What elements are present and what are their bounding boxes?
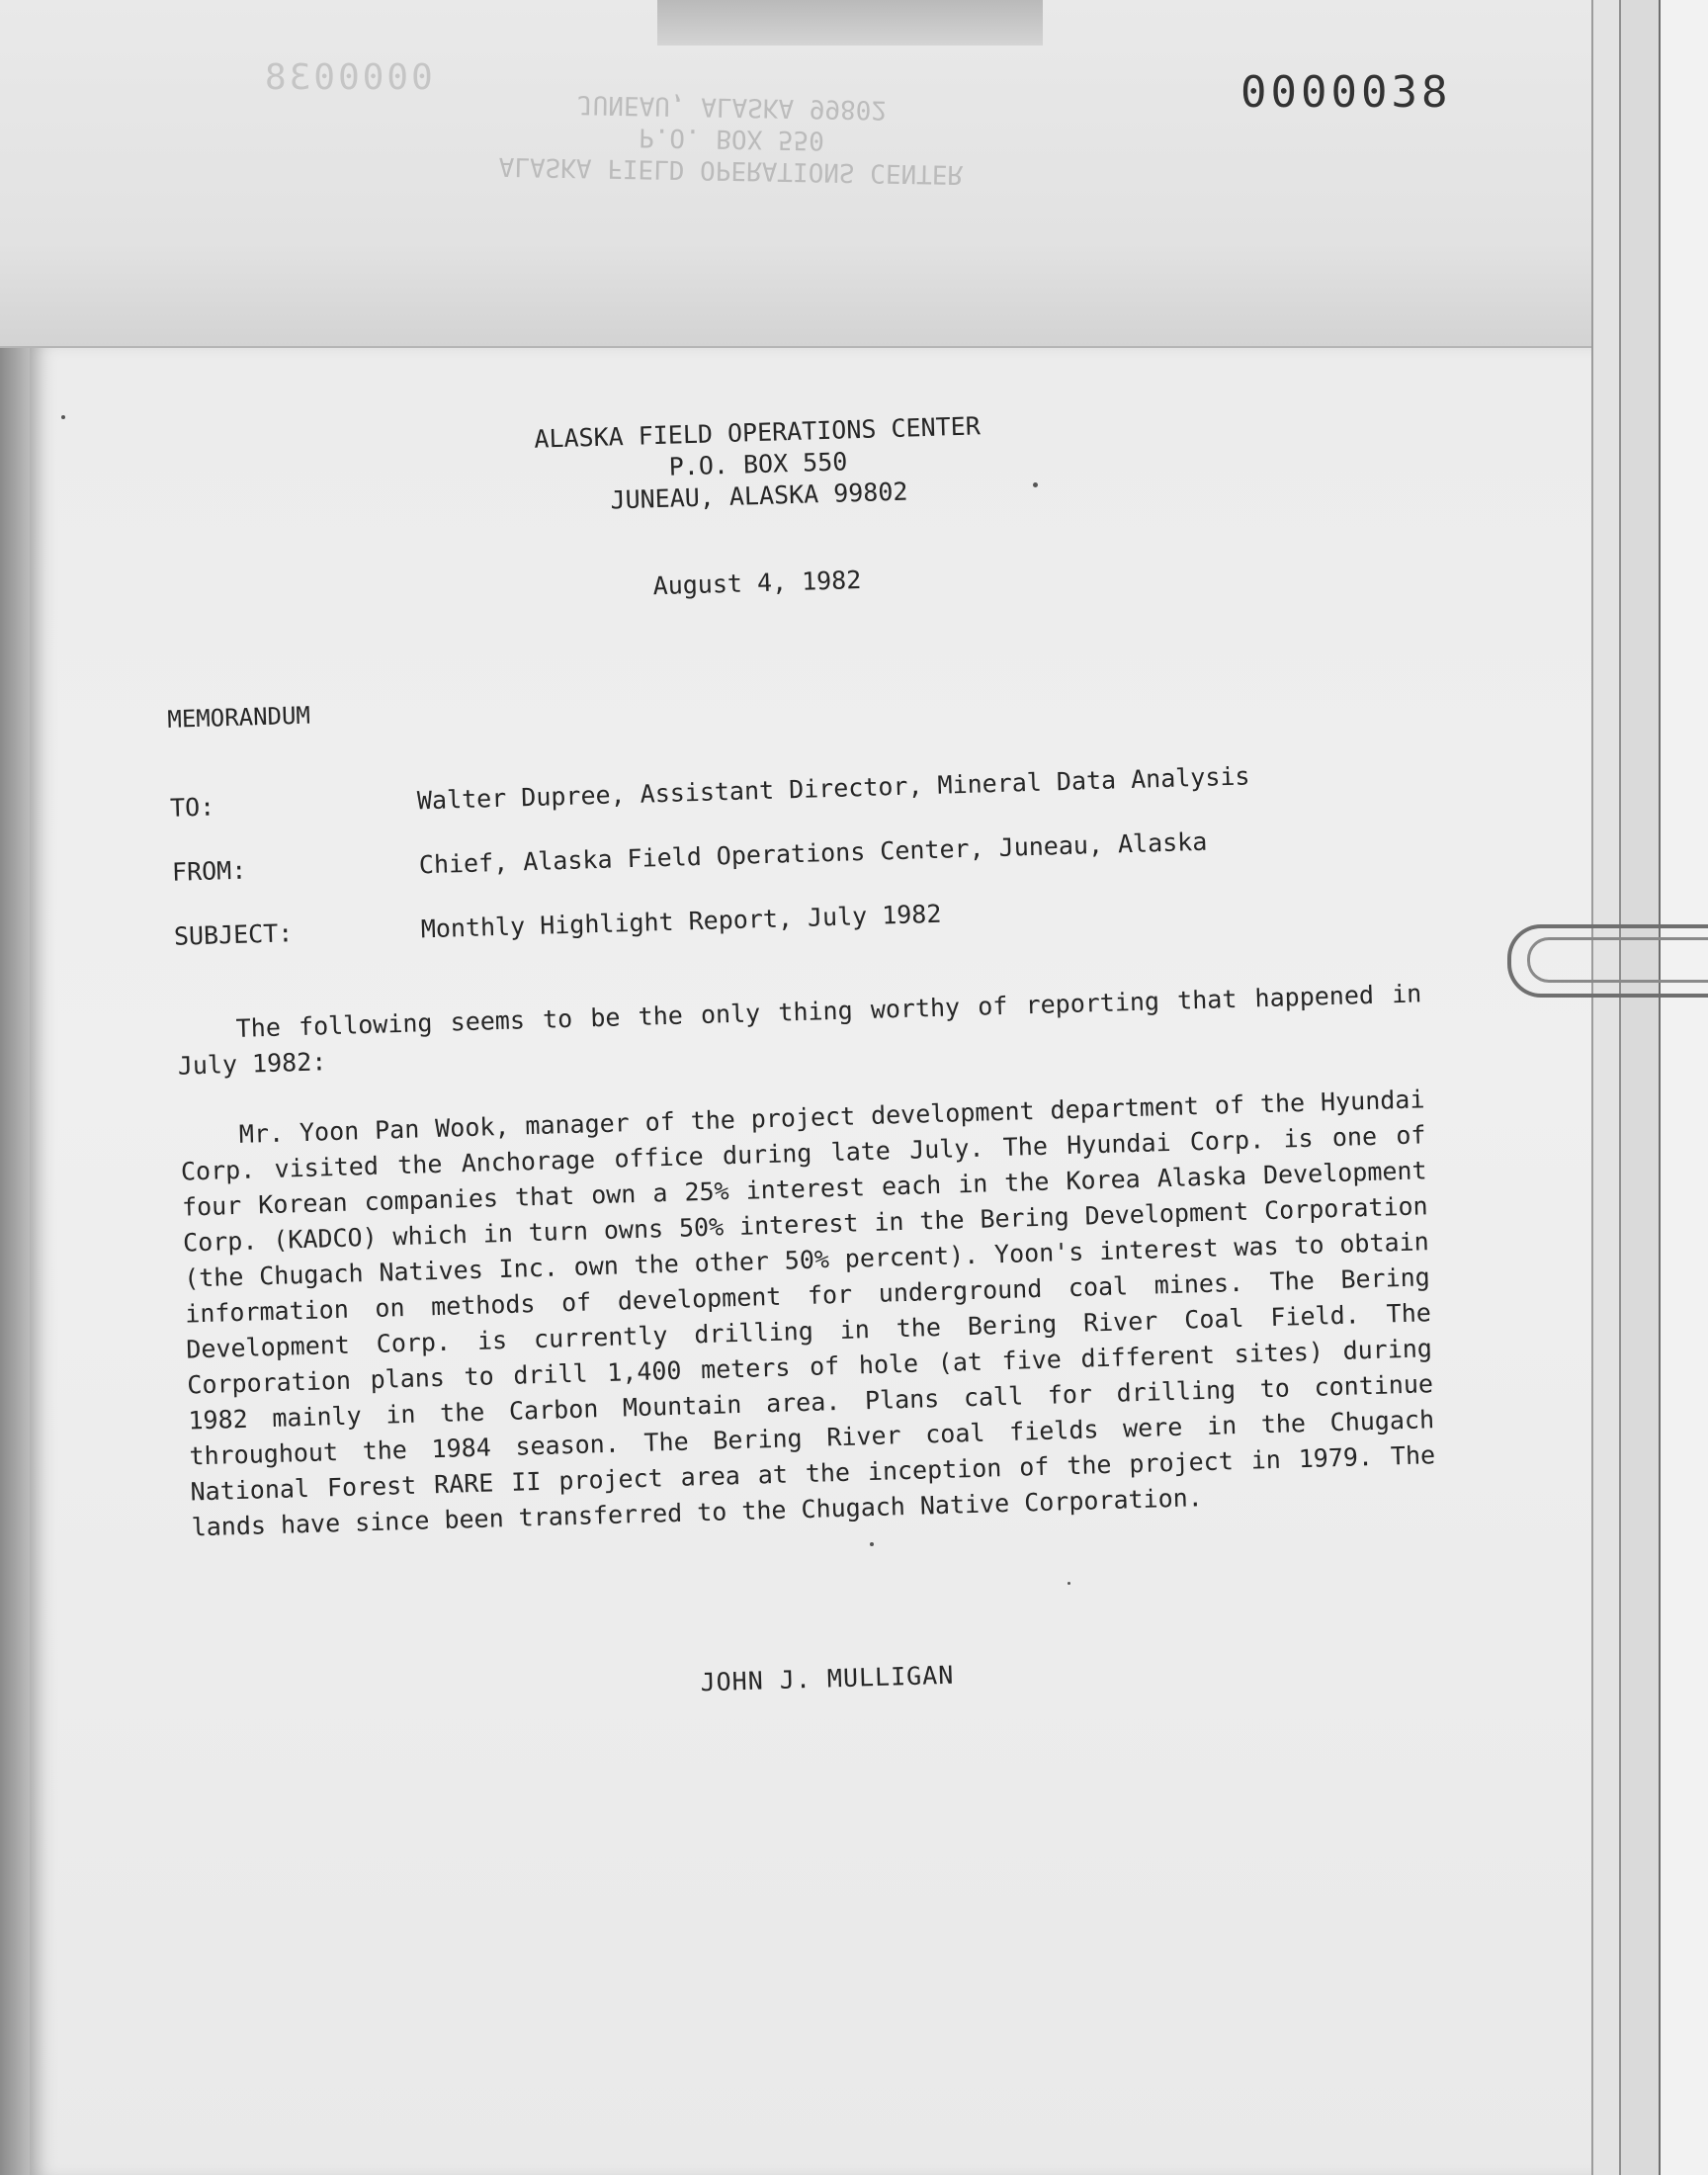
binding-shadow xyxy=(0,346,30,2175)
scan-speck xyxy=(1033,482,1038,487)
page-edge xyxy=(1619,0,1661,2175)
from-label: FROM: xyxy=(171,855,247,887)
paper-clip-inner xyxy=(1527,937,1708,983)
from-value: Chief, Alaska Field Operations Center, Juneau, Alaska xyxy=(418,826,1208,880)
letterhead-line: ALASKA FIELD OPERATIONS CENTER xyxy=(533,411,982,454)
subject-label: SUBJECT: xyxy=(173,918,294,951)
letterhead xyxy=(485,409,1032,520)
subject-value: Monthly Highlight Report, July 1982 xyxy=(420,899,942,944)
bleed-through-text xyxy=(473,86,989,190)
letterhead-line: JUNEAU, ALASKA 99802 xyxy=(610,477,908,515)
body-paragraph: Mr. Yoon Pan Wook, manager of the project development department of the Hyundai Corp. visited the Anchorage office during late July. The Hyundai Corp. is one of four Korean companies that own a 25% interest each in the Korea Alaska Development Corp. (KADCO) which in turn owns 50% interest in the Bering Development Corporation (the Chugach Natives Inc. own the other 50% percent). Yoon's interest was to obtain information on methods of development for underground coal mines. The Bering Development Corp. is currently drilling in the Bering River Coal Field. The Corporation plans to drill 1,400 meters of hole (at five different sites) during 1982 mainly in the Carbon Mountain area. Plans call for drilling to continue throughout the 1984 season. The Bering River coal fields were in the Chugach National Forest RARE II project area at the inception of the project in 1979. The lands have since been transferred to the Chugach Native Corporation. xyxy=(180,1085,1436,1542)
bleed-line: JUNEAU, ALASKA 99802 xyxy=(576,89,888,125)
letterhead-line: P.O. BOX 550 xyxy=(668,447,848,481)
signature-name: JOHN J. MULLIGAN xyxy=(700,1660,955,1697)
bleed-line: P.O. BOX 550 xyxy=(638,122,825,155)
scan-speck xyxy=(870,1542,874,1546)
memo-date: August 4, 1982 xyxy=(652,565,862,601)
tape-strip xyxy=(657,0,1043,45)
document-number: 0000038 xyxy=(1240,67,1452,118)
page-edge xyxy=(1659,0,1708,2175)
bleed-line: ALASKA FIELD OPERATIONS CENTER xyxy=(498,150,964,190)
page-edge xyxy=(1591,0,1621,2175)
folded-previous-page xyxy=(0,0,1591,348)
scan-speck xyxy=(61,415,65,419)
memo-type-label: MEMORANDUM xyxy=(167,701,311,734)
to-label: TO: xyxy=(169,792,215,823)
bleed-through-number: 0000038 xyxy=(262,57,433,98)
scan-speck xyxy=(1068,1582,1070,1585)
to-value: Walter Dupree, Assistant Director, Mineral Data Analysis xyxy=(416,761,1250,816)
body-paragraph: The following seems to be the only thing worthy of reporting that happened in July 1982: xyxy=(177,979,1422,1081)
